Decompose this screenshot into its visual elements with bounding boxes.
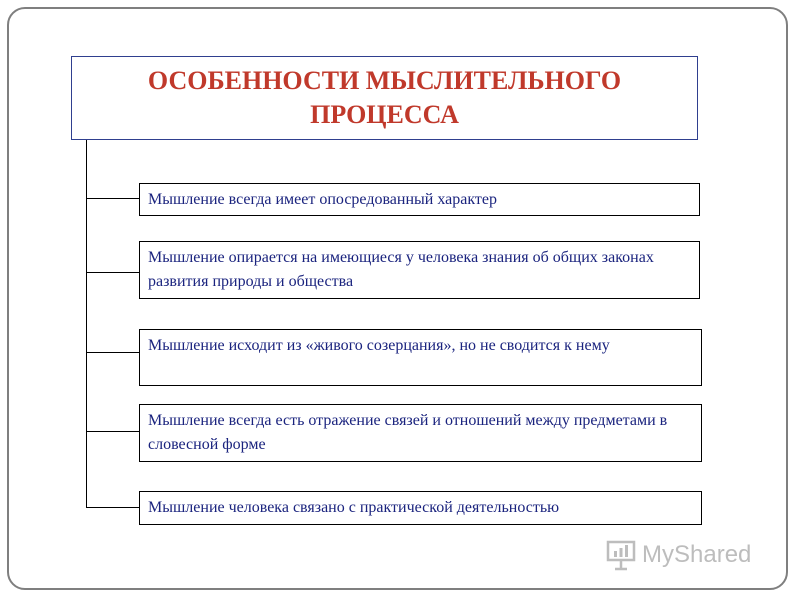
feature-item-2: Мышление опирается на имеющиеся у человека знания об общих законах развития природы и общества bbox=[139, 241, 700, 299]
connector-branch-2 bbox=[86, 272, 139, 273]
feature-item-3: Мышление исходит из «живого созерцания», но не сводится к нему bbox=[139, 329, 702, 386]
connector-branch-3 bbox=[86, 352, 139, 353]
connector-branch-1 bbox=[86, 198, 139, 199]
connector-branch-4 bbox=[86, 431, 139, 432]
watermark-text: MyShared bbox=[642, 541, 752, 568]
connector-branch-5 bbox=[86, 507, 139, 508]
slide-title: ОСОБЕННОСТИ МЫСЛИТЕЛЬНОГО ПРОЦЕССА bbox=[147, 66, 622, 129]
feature-item-1: Мышление всегда имеет опосредованный характер bbox=[139, 183, 700, 216]
myshared-logo bbox=[606, 535, 751, 575]
presentation-board-icon bbox=[606, 539, 636, 571]
feature-item-5: Мышление человека связано с практической деятельностью bbox=[139, 491, 702, 525]
feature-item-4: Мышление всегда есть отражение связей и отношений между предметами в словесной форме bbox=[139, 404, 702, 462]
connector-trunk bbox=[86, 140, 87, 508]
title-box bbox=[71, 56, 698, 140]
